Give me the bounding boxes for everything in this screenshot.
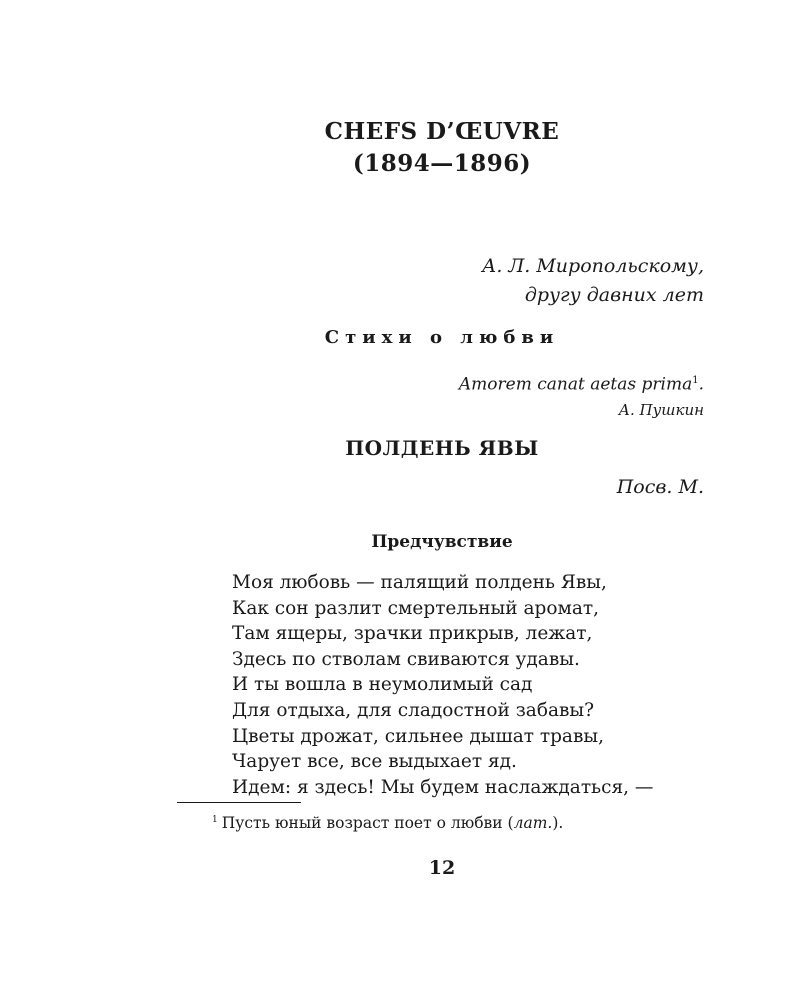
footnote-text: Пусть юный возраст поет о любви ( [221,814,514,832]
verse-line: Цветы дрожат, сильнее дышат травы, [232,725,604,747]
epigraph-text: Amorem canat aetas prima [458,374,693,395]
verse-line: Здесь по стволам свиваются удавы. [232,648,580,670]
section-heading: Стихи о любви [324,327,560,348]
epigraph-author: А. Пушкин [618,400,704,419]
collection-title-name: CHEFS D’ŒUVRE [324,118,560,145]
footnote-number: 1 [212,814,218,825]
dedication-line-2: другу давних лет [524,284,704,306]
verse-line: Идем: я здесь! Мы будем наслаждаться, — [232,776,654,798]
verse-line: Для отдыха, для сладостной забавы? [232,699,595,721]
footnote [212,814,563,832]
poem-verse [232,570,653,800]
verse-line: И ты вошла в неумолимый сад [232,674,533,696]
verse-line: Как сон разлит смертельный аромат, [232,597,600,619]
collection-title [0,116,800,180]
footnote-rule [177,802,301,803]
footnote-close: ). [552,814,564,832]
epigraph-quote [459,368,704,398]
page-number: 12 [428,857,456,879]
verse-line: Моя любовь — палящий полдень Явы, [232,572,607,593]
footnote-lang: лат. [513,814,553,832]
poem-title: ПОЛДЕНЬ ЯВЫ [345,436,539,460]
footnote-mark: 1 [692,375,699,386]
dedication [482,252,704,310]
poem-subtitle: Предчувствие [371,532,513,552]
verse-line: Чарует все, все выдыхает яд. [232,751,517,773]
verse-line: Там ящеры, зрачки прикрыв, лежат, [232,623,593,645]
collection-title-years: (1894—1896) [352,150,532,177]
epigraph [459,368,704,423]
poem-dedication: Посв. М. [616,476,704,498]
dedication-line-1: А. Л. Миропольскому, [481,255,704,277]
epigraph-tail: . [698,374,704,395]
